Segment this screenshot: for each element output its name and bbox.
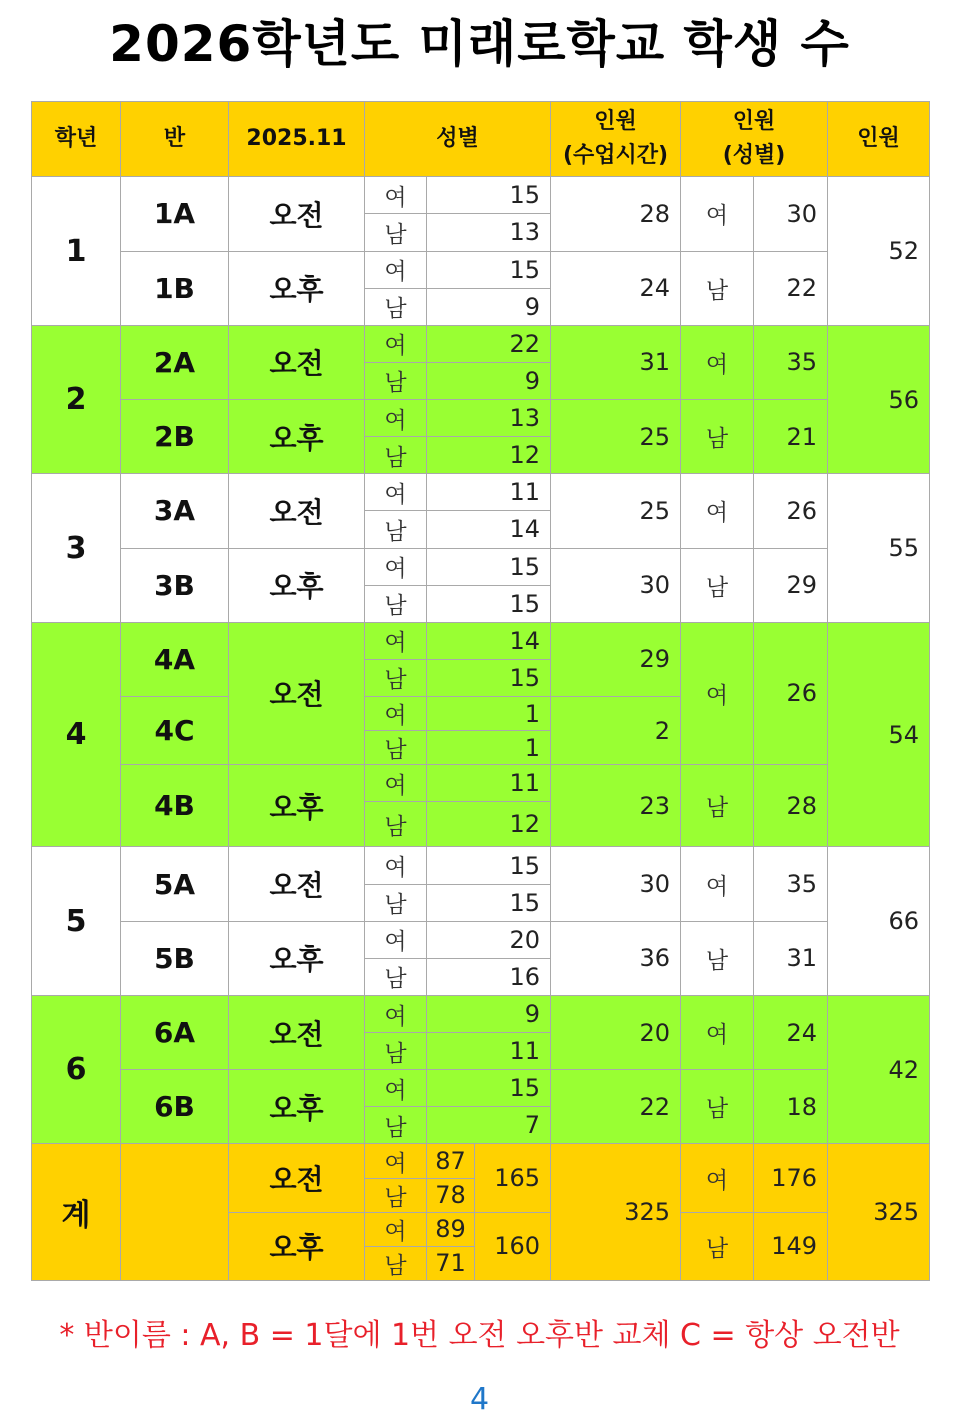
gender-group-count: 29 [754,548,828,622]
gender-count: 11 [427,474,551,511]
gender-group-count: 176 [754,1144,828,1212]
gender-label: 남 [365,1033,427,1070]
grade-total: 66 [828,847,930,996]
session-count: 25 [551,474,681,548]
grade-total: 55 [828,474,930,623]
session-count: 30 [551,548,681,622]
gender-count: 15 [427,847,551,884]
session-cell: 오후 [229,1070,365,1144]
session-count: 22 [551,1070,681,1144]
gender-group-count: 26 [754,622,828,764]
gender-group-label: 여 [681,1144,754,1212]
gender-label: 남 [365,362,427,399]
gender-count: 12 [427,437,551,474]
gender-group-label: 여 [681,325,754,399]
gender-group-count: 22 [754,251,828,325]
gender-group-label: 남 [681,765,754,847]
session-cell: 오전 [229,325,365,399]
table-row [32,177,930,214]
gender-count: 13 [427,214,551,251]
gender-label: 남 [365,288,427,325]
class-cell: 5A [121,847,229,921]
class-cell: 3B [121,548,229,622]
class-name-note: * 반이름 : A, B = 1달에 1번 오전 오후반 교체 C = 항상 오전반 [59,1318,900,1353]
gender-count: 1 [427,731,551,765]
summary-row [32,1144,930,1178]
grade-cell: 3 [32,474,121,623]
gender-label: 남 [365,802,427,847]
gender-label: 남 [365,1107,427,1144]
session-cell: 오전 [229,1144,365,1212]
table-row [32,921,930,958]
gender-count: 15 [427,585,551,622]
header-grade: 학년 [32,102,121,177]
header-date: 2025.11 [229,102,365,177]
session-sum: 160 [475,1212,551,1280]
gender-count: 11 [427,1033,551,1070]
gender-label: 여 [365,847,427,884]
gender-label: 여 [365,995,427,1032]
gender-label: 남 [365,1178,427,1212]
session-count: 25 [551,400,681,474]
gender-label: 남 [365,511,427,548]
gender-group-count: 149 [754,1212,828,1280]
gender-count: 15 [427,548,551,585]
session-cell: 오후 [229,921,365,995]
gender-group-label: 여 [681,474,754,548]
student-count-table [31,101,930,1281]
session-count: 20 [551,995,681,1069]
page-title: 2026학년도 미래로학교 학생 수 [109,15,850,73]
header-by-gender: 인원 (성별) [681,102,828,177]
table-row [32,847,930,884]
page-number: 4 [469,1382,490,1417]
gender-count: 9 [427,995,551,1032]
grade-cell: 5 [32,847,121,996]
grade-cell: 4 [32,622,121,847]
header-class: 반 [121,102,229,177]
gender-group-count: 30 [754,177,828,251]
session-count: 24 [551,251,681,325]
gender-label: 여 [365,765,427,802]
gender-group-label: 남 [681,251,754,325]
session-count: 30 [551,847,681,921]
session-count: 36 [551,921,681,995]
gender-count: 78 [427,1178,475,1212]
gender-group-count: 26 [754,474,828,548]
gender-group-count: 18 [754,1070,828,1144]
gender-label: 남 [365,731,427,765]
session-cell: 오후 [229,765,365,847]
gender-count: 15 [427,884,551,921]
gender-group-count: 24 [754,995,828,1069]
gender-count: 13 [427,400,551,437]
header-total: 인원 [828,102,930,177]
session-cell: 오전 [229,474,365,548]
table-row [32,995,930,1032]
grade-total: 52 [828,177,930,326]
session-count: 31 [551,325,681,399]
gender-group-label: 남 [681,400,754,474]
gender-count: 15 [427,251,551,288]
header-row [32,102,930,177]
gender-count: 71 [427,1246,475,1280]
gender-count: 9 [427,362,551,399]
gender-label: 여 [365,177,427,214]
gender-label: 여 [365,548,427,585]
class-cell: 2B [121,400,229,474]
gender-group-count: 31 [754,921,828,995]
gender-label: 남 [365,958,427,995]
class-cell: 1B [121,251,229,325]
class-cell: 4A [121,622,229,696]
gender-label: 여 [365,251,427,288]
grade-cell: 1 [32,177,121,326]
session-count: 29 [551,622,681,696]
class-cell: 6A [121,995,229,1069]
table-row [32,251,930,288]
header-by-session: 인원 (수업시간) [551,102,681,177]
summary-label: 계 [32,1144,121,1281]
gender-count: 1 [427,697,551,731]
gender-count: 15 [427,1070,551,1107]
table-row [32,622,930,659]
gender-count: 16 [427,958,551,995]
class-cell: 5B [121,921,229,995]
gender-label: 남 [365,884,427,921]
table-row [32,1070,930,1107]
gender-label: 남 [365,585,427,622]
gender-count: 14 [427,622,551,659]
grand-total: 325 [828,1144,930,1281]
gender-group-label: 남 [681,921,754,995]
table-row [32,765,930,802]
gender-count: 20 [427,921,551,958]
grade-total: 42 [828,995,930,1144]
gender-group-label: 여 [681,622,754,764]
gender-label: 여 [365,697,427,731]
session-count: 28 [551,177,681,251]
gender-count: 14 [427,511,551,548]
table-row [32,548,930,585]
gender-label: 남 [365,437,427,474]
class-cell: 6B [121,1070,229,1144]
gender-count: 7 [427,1107,551,1144]
grade-total: 56 [828,325,930,474]
gender-count: 89 [427,1212,475,1246]
session-total: 325 [551,1144,681,1281]
session-cell: 오전 [229,995,365,1069]
session-count: 23 [551,765,681,847]
gender-group-count: 28 [754,765,828,847]
session-cell: 오전 [229,177,365,251]
gender-group-label: 여 [681,995,754,1069]
gender-group-label: 남 [681,1070,754,1144]
gender-label: 여 [365,1212,427,1246]
gender-label: 여 [365,1144,427,1178]
gender-group-label: 여 [681,177,754,251]
table-row [32,474,930,511]
session-count: 2 [551,697,681,765]
gender-label: 여 [365,1070,427,1107]
gender-count: 22 [427,325,551,362]
gender-group-label: 여 [681,847,754,921]
gender-label: 여 [365,622,427,659]
gender-count: 15 [427,177,551,214]
gender-label: 여 [365,921,427,958]
session-cell: 오후 [229,548,365,622]
header-gender: 성별 [365,102,551,177]
gender-label: 남 [365,659,427,696]
class-cell: 2A [121,325,229,399]
class-cell: 3A [121,474,229,548]
gender-label: 남 [365,214,427,251]
gender-group-count: 21 [754,400,828,474]
gender-label: 여 [365,325,427,362]
gender-group-label: 남 [681,548,754,622]
session-cell: 오후 [229,400,365,474]
session-cell: 오후 [229,1212,365,1280]
gender-count: 9 [427,288,551,325]
class-cell: 1A [121,177,229,251]
gender-count: 15 [427,659,551,696]
class-cell: 4B [121,765,229,847]
gender-group-count: 35 [754,847,828,921]
session-cell: 오전 [229,622,365,764]
grade-cell: 6 [32,995,121,1144]
gender-label: 남 [365,1246,427,1280]
session-cell: 오후 [229,251,365,325]
class-cell: 4C [121,697,229,765]
gender-group-label: 남 [681,1212,754,1280]
grade-total: 54 [828,622,930,847]
gender-count: 12 [427,802,551,847]
gender-label: 여 [365,400,427,437]
summary-empty-cell [121,1144,229,1281]
table-row [32,400,930,437]
gender-count: 11 [427,765,551,802]
gender-label: 여 [365,474,427,511]
gender-count: 87 [427,1144,475,1178]
table-row [32,325,930,362]
session-sum: 165 [475,1144,551,1212]
gender-group-count: 35 [754,325,828,399]
grade-cell: 2 [32,325,121,474]
session-cell: 오전 [229,847,365,921]
